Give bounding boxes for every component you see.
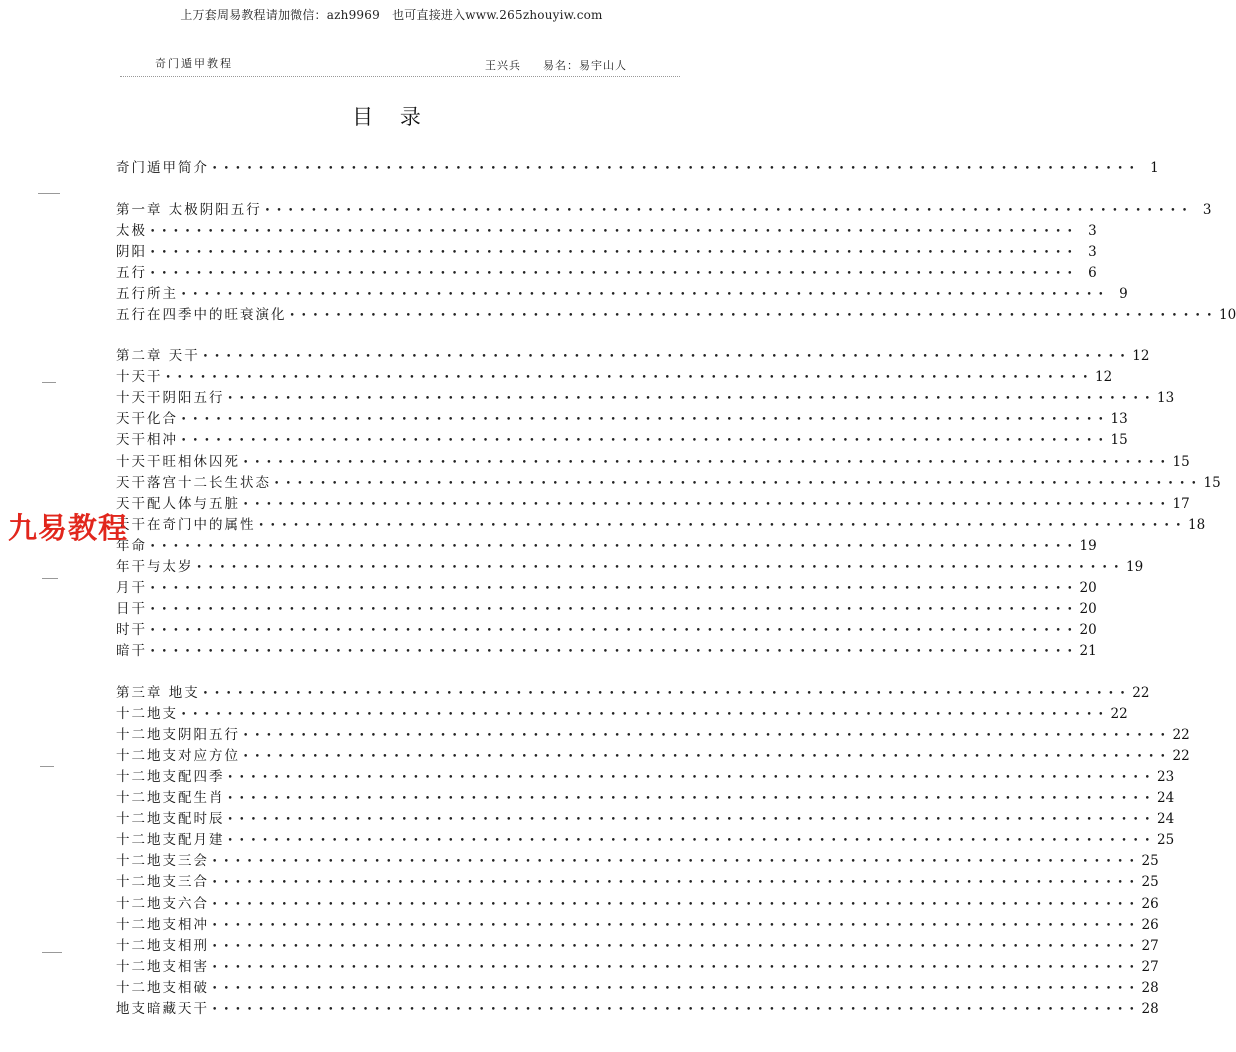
toc-entry-page: 12 xyxy=(1132,348,1150,364)
toc-leader-dots: •••••••••••••••••••••••••••••••••••••••••••••••••••••••••••••••••••••••••••••••• xyxy=(150,647,1079,657)
toc-leader-dots: •••••••••••••••••••••••••••••••••••••••••••••••••••••••••••••••••••••••••••••••• xyxy=(243,752,1172,762)
toc-entry-title: 五行 xyxy=(116,265,147,281)
toc-entry xyxy=(116,746,1190,766)
toc-entry xyxy=(116,515,1206,535)
toc-entry xyxy=(116,284,1128,304)
author-name: 王兴兵 xyxy=(485,59,521,72)
toc-entry-title: 暗干 xyxy=(116,643,147,659)
page-title: 目 录 xyxy=(352,105,431,129)
toc-entry-page: 22 xyxy=(1172,748,1190,764)
toc-entry-title: 地支暗藏天干 xyxy=(116,1001,209,1017)
toc-entry xyxy=(116,200,1212,220)
toc-entry-title: 天干化合 xyxy=(116,411,178,427)
toc-leader-dots: •••••••••••••••••••••••••••••••••••••••••••••••••••••••••••••••••••••••••••••••• xyxy=(212,900,1141,910)
toc-leader-dots: •••••••••••••••••••••••••••••••••••••••••••••••••••••••••••••••••••••••••••••••• xyxy=(181,415,1110,425)
toc-entry-page: 25 xyxy=(1157,832,1175,848)
toc-entry-page: 24 xyxy=(1157,790,1175,806)
toc-leader-dots: •••••••••••••••••••••••••••••••••••••••••••••••••••••••••••••••••••••••••••••••• xyxy=(202,352,1132,362)
toc-entry-title: 十二地支相破 xyxy=(116,980,209,996)
toc-entry xyxy=(116,704,1128,724)
toc-entry xyxy=(116,809,1175,829)
toc-leader-dots: •••••••••••••••••••••••••••••••••••••••••••••••••••••••••••••••••••••••••••••••• xyxy=(181,436,1110,446)
toc-entry xyxy=(116,683,1150,703)
toc-entry-title: 十二地支三合 xyxy=(116,874,209,890)
toc-entry-title: 奇门遁甲简介 xyxy=(116,160,209,176)
toc-leader-dots: •••••••••••••••••••••••••••••••••••••••••••••••••••••••••••••••••••••••••••••••• xyxy=(150,605,1079,615)
toc-entry xyxy=(116,557,1144,577)
toc-leader-dots: •••••••••••••••••••••••••••••••••••••••••••••••••••••••••••••••••••••••••••••••• xyxy=(212,878,1141,888)
toc-entry-page: 12 xyxy=(1095,369,1113,385)
toc-entry-title: 第二章 天干 xyxy=(116,348,200,364)
toc-entry-title: 太极 xyxy=(116,223,147,239)
toc-entry-title: 十二地支配时辰 xyxy=(116,811,225,827)
toc-entry xyxy=(116,725,1190,745)
toc-leader-dots: •••••••••••••••••••••••••••••••••••••••••••••••••••••••••••••••••••••••••••••••• xyxy=(258,521,1188,531)
toc-entry-page: 20 xyxy=(1079,622,1097,638)
toc-entry-title: 十二地支阴阳五行 xyxy=(116,727,240,743)
toc-leader-dots: •••••••••••••••••••••••••••••••••••••••••••••••••••••••••••••••••••••••••••••••• xyxy=(212,1005,1141,1015)
toc-entry xyxy=(116,957,1159,977)
toc-entry-page: 15 xyxy=(1203,475,1221,491)
toc-entry-page: 26 xyxy=(1141,896,1159,912)
toc-entry-title: 年命 xyxy=(116,538,147,554)
toc-entry-title: 年干与太岁 xyxy=(116,559,194,575)
toc-entry xyxy=(116,620,1097,640)
toc-leader-dots: •••••••••••••••••••••••••••••••••••••••••••••••••••••••••••••••••••••••••••••••• xyxy=(181,710,1110,720)
toc-entry-page: 15 xyxy=(1172,454,1190,470)
toc-entry xyxy=(116,872,1159,892)
toc-entry-title: 天干在奇门中的属性 xyxy=(116,517,256,533)
toc-entry-title: 十二地支相刑 xyxy=(116,938,209,954)
toc-entry-page: 3 xyxy=(1088,223,1097,239)
toc-entry xyxy=(116,346,1150,366)
toc-leader-dots: •••••••••••••••••••••••••••••••••••••••••••••••••••••••••••••••••••••••••••••••• xyxy=(289,311,1219,321)
toc-leader-dots: •••••••••••••••••••••••••••••••••••••••••••••••••••••••••••••••••••••••••••••••• xyxy=(212,984,1141,994)
toc-entry xyxy=(116,221,1097,241)
toc-leader-dots: •••••••••••••••••••••••••••••••••••••••••••••••••••••••••••••••••••••••••••••••• xyxy=(150,626,1079,636)
toc-entry xyxy=(116,641,1097,661)
toc-entry xyxy=(116,767,1175,787)
toc-leader-dots: •••••••••••••••••••••••••••••••••••••••••••••••••••••••••••••••••••••••••••••••• xyxy=(243,731,1172,741)
toc-entry-page: 26 xyxy=(1141,917,1159,933)
toc-entry-title: 十天干 xyxy=(116,369,163,385)
toc-entry xyxy=(116,430,1128,450)
toc-entry xyxy=(116,578,1097,598)
toc-leader-dots: •••••••••••••••••••••••••••••••••••••••••••••••••••••••••••••••••••••••••••••••• xyxy=(227,394,1157,404)
toc-leader-dots: •••••••••••••••••••••••••••••••••••••••••••••••••••••••••••••••••••••••••••••••• xyxy=(243,500,1172,510)
toc-entry-title: 日干 xyxy=(116,601,147,617)
toc-entry-page: 6 xyxy=(1088,265,1097,281)
toc-leader-dots: •••••••••••••••••••••••••••••••••••••••••••••••••••••••••••••••••••••••••••••••• xyxy=(227,836,1157,846)
toc-entry xyxy=(116,851,1159,871)
toc-entry-page: 1 xyxy=(1150,160,1159,176)
toc-entry-page: 23 xyxy=(1157,769,1175,785)
toc-leader-dots: •••••••••••••••••••••••••••••••••••••••••••••••••••••••••••••••••••••••••••••••• xyxy=(212,164,1141,174)
toc-entry-title: 五行在四季中的旺衰演化 xyxy=(116,307,287,323)
toc-leader-dots: •••••••••••••••••••••••••••••••••••••••••••••••••••••••••••••••••••••••••••••••• xyxy=(227,773,1157,783)
toc-entry-page: 10 xyxy=(1219,307,1236,323)
toc-entry-page: 22 xyxy=(1172,727,1190,743)
toc-leader-dots: •••••••••••••••••••••••••••••••••••••••••••••••••••••••••••••••••••••••••••••••• xyxy=(150,227,1079,237)
toc-entry-title: 天干落宫十二长生状态 xyxy=(116,475,271,491)
toc-entry-title: 十二地支配月建 xyxy=(116,832,225,848)
toc-entry-page: 28 xyxy=(1141,980,1159,996)
toc-entry xyxy=(116,242,1097,262)
toc-leader-dots: •••••••••••••••••••••••••••••••••••••••••••••••••••••••••••••••••••••••••••••••• xyxy=(150,248,1079,258)
toc-entry xyxy=(116,409,1128,429)
toc-leader-dots: •••••••••••••••••••••••••••••••••••••••••••••••••••••••••••••••••••••••••••••••• xyxy=(212,942,1141,952)
scan-speck xyxy=(42,952,62,953)
running-header-title: 奇门遁甲教程 xyxy=(155,57,233,70)
author-alias: 易名：易宇山人 xyxy=(543,59,627,72)
toc-entry xyxy=(116,936,1159,956)
toc-entry-page: 3 xyxy=(1202,202,1212,218)
toc-entry-page: 3 xyxy=(1088,244,1097,260)
watermark-logo: 九易教程 xyxy=(8,511,129,545)
toc-entry-title: 十二地支相害 xyxy=(116,959,209,975)
toc-entry-page: 21 xyxy=(1079,643,1097,659)
scan-speck xyxy=(42,382,56,383)
toc-entry-page: 28 xyxy=(1141,1001,1159,1017)
toc-leader-dots: •••••••••••••••••••••••••••••••••••••••••••••••••••••••••••••••••••••••••••••••• xyxy=(181,290,1110,300)
toc-leader-dots: •••••••••••••••••••••••••••••••••••••••••••••••••••••••••••••••••••••••••••••••• xyxy=(150,584,1079,594)
toc-leader-dots: •••••••••••••••••••••••••••••••••••••••••••••••••••••••••••••••••••••••••••••••• xyxy=(212,857,1141,867)
scan-speck xyxy=(40,766,54,767)
toc-entry xyxy=(116,263,1097,283)
toc-entry-title: 十二地支三会 xyxy=(116,853,209,869)
toc-entry-page: 17 xyxy=(1172,496,1190,512)
toc-entry xyxy=(116,388,1175,408)
toc-entry-title: 天干配人体与五脏 xyxy=(116,496,240,512)
toc-entry-title: 十二地支配四季 xyxy=(116,769,225,785)
toc-entry-page: 27 xyxy=(1141,938,1159,954)
toc-entry-page: 25 xyxy=(1141,853,1159,869)
toc-entry xyxy=(116,978,1159,998)
top-banner: 上万套周易教程请加微信：azh9969 也可直接进入www.265zhouyiw.com xyxy=(180,8,603,22)
toc-leader-dots: •••••••••••••••••••••••••••••••••••••••••••••••••••••••••••••••••••••••••••••••• xyxy=(243,458,1172,468)
toc-leader-dots: •••••••••••••••••••••••••••••••••••••••••••••••••••••••••••••••••••••••••••••••• xyxy=(212,921,1141,931)
toc-entry-page: 18 xyxy=(1188,517,1206,533)
toc-leader-dots: •••••••••••••••••••••••••••••••••••••••••••••••••••••••••••••••••••••••••••••••• xyxy=(150,542,1079,552)
toc-entry-page: 13 xyxy=(1110,411,1128,427)
toc-entry-page: 24 xyxy=(1157,811,1175,827)
toc-entry-title: 十二地支对应方位 xyxy=(116,748,240,764)
toc-entry-page: 13 xyxy=(1157,390,1175,406)
toc-entry-page: 22 xyxy=(1132,685,1150,701)
toc-entry-page: 19 xyxy=(1126,559,1144,575)
scan-speck xyxy=(38,193,60,194)
toc-entry-page: 20 xyxy=(1079,580,1097,596)
toc-leader-dots: •••••••••••••••••••••••••••••••••••••••••••••••••••••••••••••••••••••••••••••••• xyxy=(227,815,1157,825)
toc-entry-title: 五行所主 xyxy=(116,286,178,302)
toc-entry xyxy=(116,452,1190,472)
toc-entry xyxy=(116,305,1236,325)
toc-entry xyxy=(116,473,1221,493)
toc-entry-title: 十天干阴阳五行 xyxy=(116,390,225,406)
toc-leader-dots: •••••••••••••••••••••••••••••••••••••••••••••••••••••••••••••••••••••••••••••••• xyxy=(202,689,1132,699)
toc-entry-page: 22 xyxy=(1110,706,1128,722)
toc-entry-title: 十二地支 xyxy=(116,706,178,722)
toc-entry xyxy=(116,999,1159,1019)
toc-entry xyxy=(116,158,1159,178)
toc-entry-page: 19 xyxy=(1079,538,1097,554)
toc-entry-page: 15 xyxy=(1110,432,1128,448)
toc-entry xyxy=(116,367,1113,387)
toc-entry-title: 第三章 地支 xyxy=(116,685,200,701)
toc-entry xyxy=(116,894,1159,914)
toc-entry-title: 天干相冲 xyxy=(116,432,178,448)
toc-entry xyxy=(116,788,1175,808)
toc-entry-page: 27 xyxy=(1141,959,1159,975)
toc-leader-dots: •••••••••••••••••••••••••••••••••••••••••••••••••••••••••••••••••••••••••••••••• xyxy=(274,479,1203,489)
toc-entry-title: 十天干旺相休囚死 xyxy=(116,454,240,470)
toc-leader-dots: •••••••••••••••••••••••••••••••••••••••••••••••••••••••••••••••••••••••••••••••• xyxy=(196,563,1126,573)
toc-entry-title: 十二地支六合 xyxy=(116,896,209,912)
toc-entry-page: 25 xyxy=(1141,874,1159,890)
toc-entry-title: 十二地支相冲 xyxy=(116,917,209,933)
toc-entry xyxy=(116,830,1175,850)
toc-entry xyxy=(116,536,1097,556)
toc-entry-title: 第一章 太极阴阳五行 xyxy=(116,202,262,218)
toc-leader-dots: •••••••••••••••••••••••••••••••••••••••••••••••••••••••••••••••••••••••••••••••• xyxy=(212,963,1141,973)
toc-entry-title: 时干 xyxy=(116,622,147,638)
toc-entry-title: 月干 xyxy=(116,580,147,596)
toc-entry xyxy=(116,494,1190,514)
scan-speck xyxy=(42,578,58,579)
toc-entry-page: 20 xyxy=(1079,601,1097,617)
toc-leader-dots: •••••••••••••••••••••••••••••••••••••••••••••••••••••••••••••••••••••••••••••••• xyxy=(264,206,1194,216)
toc-leader-dots: •••••••••••••••••••••••••••••••••••••••••••••••••••••••••••••••••••••••••••••••• xyxy=(150,269,1079,279)
toc-entry-page: 9 xyxy=(1119,286,1128,302)
toc-entry xyxy=(116,915,1159,935)
toc-leader-dots: •••••••••••••••••••••••••••••••••••••••••••••••••••••••••••••••••••••••••••••••• xyxy=(227,794,1157,804)
toc-entry xyxy=(116,599,1097,619)
toc-entry-title: 十二地支配生肖 xyxy=(116,790,225,806)
toc-entry-title: 阴阳 xyxy=(116,244,147,260)
toc-leader-dots: •••••••••••••••••••••••••••••••••••••••••••••••••••••••••••••••••••••••••••••••• xyxy=(165,373,1095,383)
